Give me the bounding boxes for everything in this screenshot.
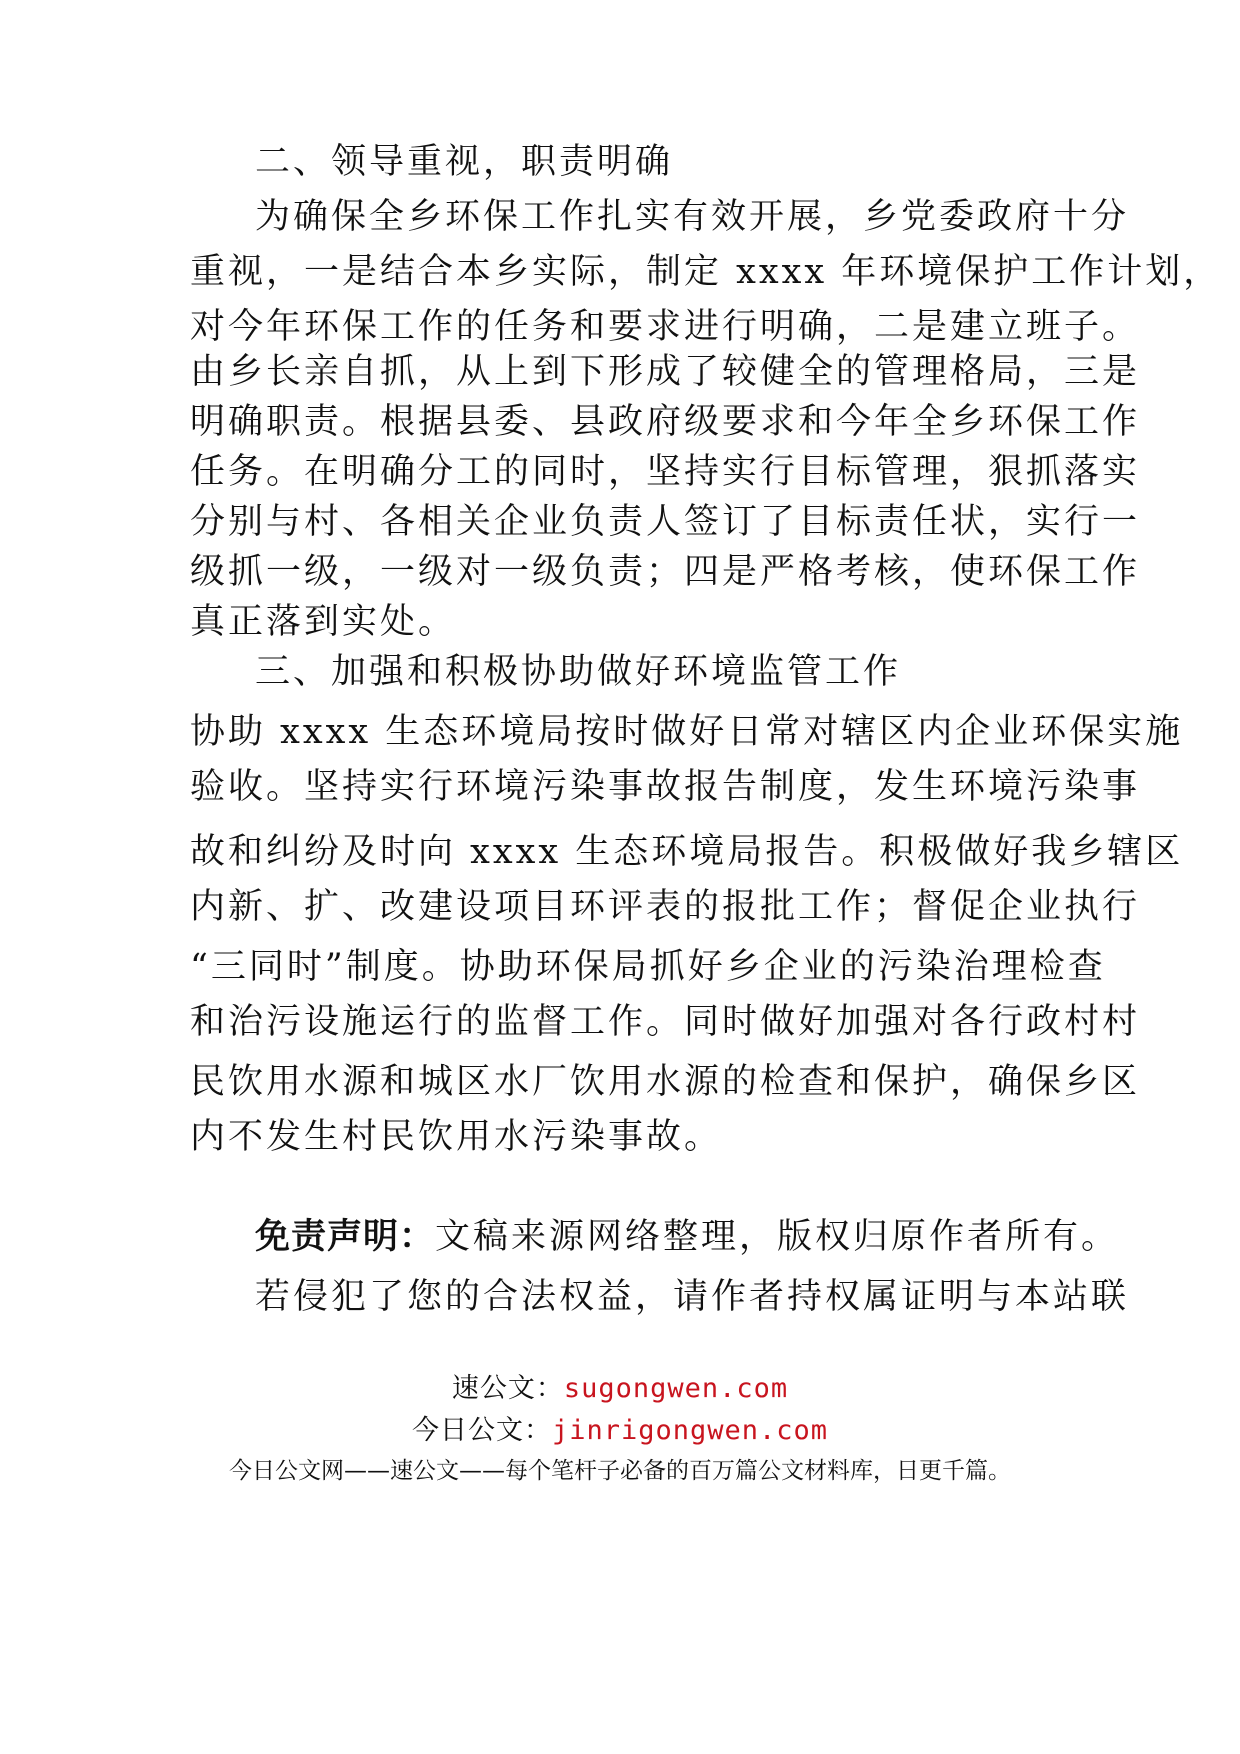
section-heading-3: 三、加强和积极协助做好环境监管工作 — [255, 652, 902, 692]
footer-site-2 — [0, 1408, 1240, 1447]
footer-site-1-label: 速公文： — [451, 1373, 564, 1404]
paragraph-line: 和治污设施运行的监督工作。同时做好加强对各行政村村 — [190, 1002, 1141, 1042]
paragraph-line: 内新、扩、改建设项目环评表的报批工作；督促企业执行 — [190, 887, 1141, 927]
paragraph-line: “三同时”制度。协助环保局抓好乡企业的污染治理检查 — [190, 947, 1106, 987]
section-heading-2: 二、领导重视，职责明确 — [255, 142, 674, 182]
paragraph-line: 级抓一级，一级对一级负责；四是严格考核，使环保工作 — [190, 552, 1141, 592]
footer-site-1-link[interactable]: sugongwen.com — [563, 1373, 789, 1404]
disclaimer-label: 免责声明： — [255, 1217, 436, 1257]
footer-site-2-label: 今日公文： — [411, 1415, 552, 1446]
disclaimer-line-2: 若侵犯了您的合法权益，请作者持权属证明与本站联 — [255, 1277, 1130, 1317]
disclaimer-text: 文稿来源网络整理，版权归原作者所有。 — [435, 1217, 1120, 1257]
footer-tagline: 今日公文网——速公文——每个笔杆子必备的百万篇公文材料库，日更千篇。 — [229, 1458, 1011, 1484]
paragraph-line: 由乡长亲自抓，从上到下形成了较健全的管理格局，三是 — [190, 352, 1141, 392]
footer-site-2-link[interactable]: jinrigongwen.com — [551, 1415, 829, 1446]
paragraph-line: 真正落到实处。 — [190, 602, 457, 642]
paragraph-line: 重视，一是结合本乡实际，制定 xxxx 年环境保护工作计划， — [190, 252, 1222, 292]
disclaimer — [255, 1215, 1145, 1259]
paragraph-line: 分别与村、各相关企业负责人签订了目标责任状，实行一 — [190, 502, 1141, 542]
paragraph-line: 对今年环保工作的任务和要求进行明确，二是建立班子。 — [190, 307, 1141, 347]
paragraph-line: 内不发生村民饮用水污染事故。 — [190, 1117, 723, 1157]
paragraph-line: 验收。坚持实行环境污染事故报告制度，发生环境污染事 — [190, 767, 1141, 807]
paragraph-line: 民饮用水源和城区水厂饮用水源的检查和保护，确保乡区 — [190, 1062, 1141, 1102]
paragraph-line: 任务。在明确分工的同时，坚持实行目标管理，狠抓落实 — [190, 452, 1141, 492]
paragraph-line: 明确职责。根据县委、县政府级要求和今年全乡环保工作 — [190, 402, 1141, 442]
paragraph-line: 为确保全乡环保工作扎实有效开展，乡党委政府十分 — [255, 197, 1130, 237]
paragraph-line: 协助 xxxx 生态环境局按时做好日常对辖区内企业环保实施 — [190, 712, 1184, 752]
footer-site-1 — [0, 1366, 1240, 1405]
paragraph-line: 故和纠纷及时向 xxxx 生态环境局报告。积极做好我乡辖区 — [190, 832, 1184, 872]
